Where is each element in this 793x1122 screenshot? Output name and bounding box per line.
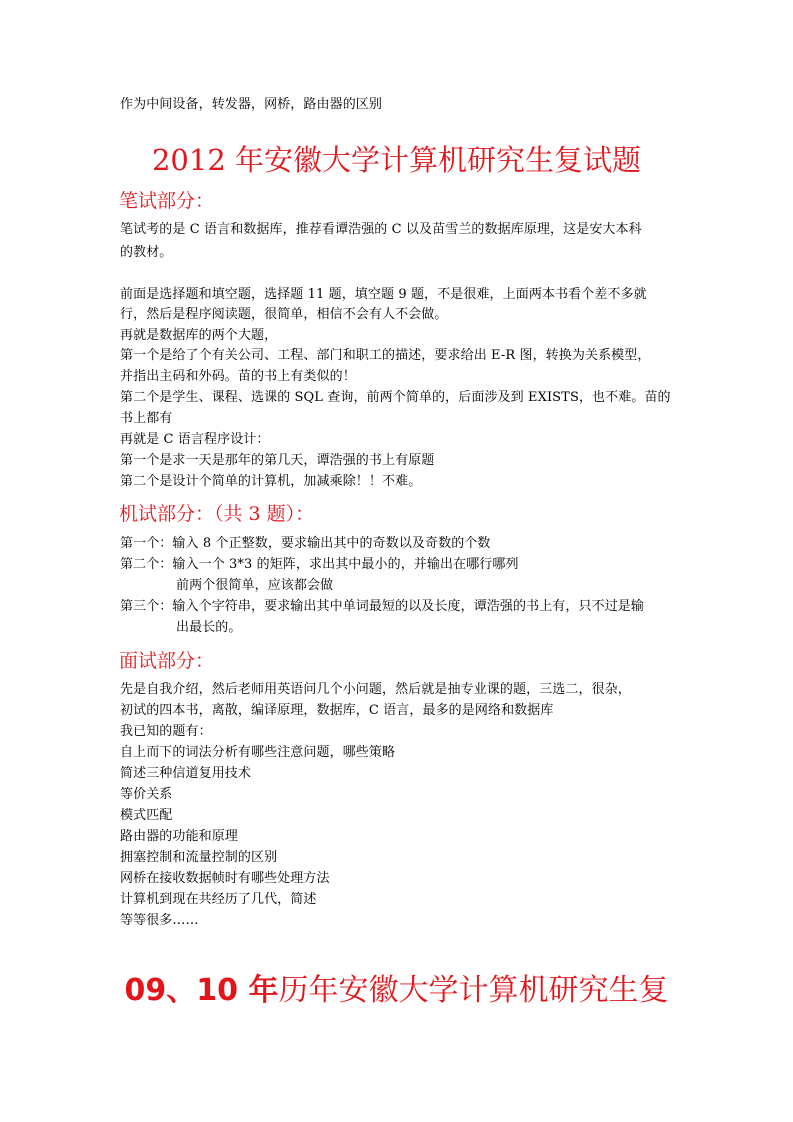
written-line: 书上都有: [120, 411, 173, 426]
interview-line: 我已知的题有：: [120, 724, 212, 739]
machine-line: 第三个：输入个字符串，要求输出其中单词最短的以及长度，谭浩强的书上有，只不过是输: [120, 599, 645, 614]
written-line: 笔试考的是 C 语言和数据库，推荐看谭浩强的 C 以及苗雪兰的数据库原理，这是安大本科: [120, 222, 642, 237]
machine-line: 第一个：输入 8 个正整数，要求输出其中的奇数以及奇数的个数: [120, 536, 491, 551]
written-line: 第一个是求一天是那年的第几天，谭浩强的书上有原题: [120, 453, 435, 468]
main-title: 2012 年安徽大学计算机研究生复试题: [151, 143, 642, 177]
written-line: 前面是选择题和填空题，选择题 11 题，填空题 9 题，不是很难，上面两本书看个差不多就: [120, 287, 647, 302]
interview-line: 等等很多……: [120, 913, 199, 928]
machine-line: 出最长的。: [176, 620, 242, 635]
machine-line: 第二个：输入一个 3*3 的矩阵，求出其中最小的，并输出在哪行哪列: [120, 557, 519, 572]
written-line: 并指出主码和外码。苗的书上有类似的！: [120, 369, 356, 384]
bottom-title-rest: 历年安徽大学计算机研究生复: [278, 973, 669, 1008]
bottom-title-bold: 09、10 年: [124, 973, 279, 1008]
written-line: 第一个是给了个有关公司、工程、部门和职工的描述，要求给出 E-R 图，转换为关系模型，: [120, 348, 651, 363]
written-line: 再就是 C 语言程序设计：: [120, 432, 270, 447]
interview-line: 简述三种信道复用技术: [120, 766, 252, 781]
interview-line: 自上而下的词法分析有哪些注意问题，哪些策略: [120, 745, 396, 760]
machine-line: 前两个很简单，应该都会做: [176, 578, 334, 593]
machine-section-heading: 机试部分：（共 3 题）：: [119, 503, 315, 525]
written-line: 的教材。: [120, 245, 173, 260]
interview-line: 网桥在接收数据帧时有哪些处理方法: [120, 871, 330, 886]
written-line: 第二个是设计个简单的计算机，加减乘除！！不难。: [120, 474, 422, 489]
interview-line: 路由器的功能和原理: [120, 829, 238, 844]
interview-line: 先是自我介绍，然后老师用英语问几个小问题，然后就是抽专业课的题，三选二，很杂，: [120, 682, 631, 697]
interview-line: 等价关系: [120, 787, 173, 802]
written-line: 第二个是学生、课程、选课的 SQL 查询，前两个简单的，后面涉及到 EXISTS，也不难。苗的: [120, 390, 671, 405]
interview-line: 初试的四本书，离散，编译原理，数据库，C 语言，最多的是网络和数据库: [120, 703, 554, 718]
written-section-heading: 笔试部分：: [119, 190, 215, 212]
written-line: 再就是数据库的两个大题，: [120, 328, 278, 343]
interview-section-heading: 面试部分：: [119, 650, 215, 672]
written-line: 行，然后是程序阅读题，很简单，相信不会有人不会做。: [120, 307, 448, 322]
intro-line: 作为中间设备，转发器，网桥，路由器的区别: [120, 97, 383, 112]
interview-line: 模式匹配: [120, 808, 173, 823]
bottom-title: [0, 973, 793, 1009]
interview-line: 计算机到现在共经历了几代，简述: [120, 892, 317, 907]
interview-line: 拥塞控制和流量控制的区别: [120, 850, 278, 865]
